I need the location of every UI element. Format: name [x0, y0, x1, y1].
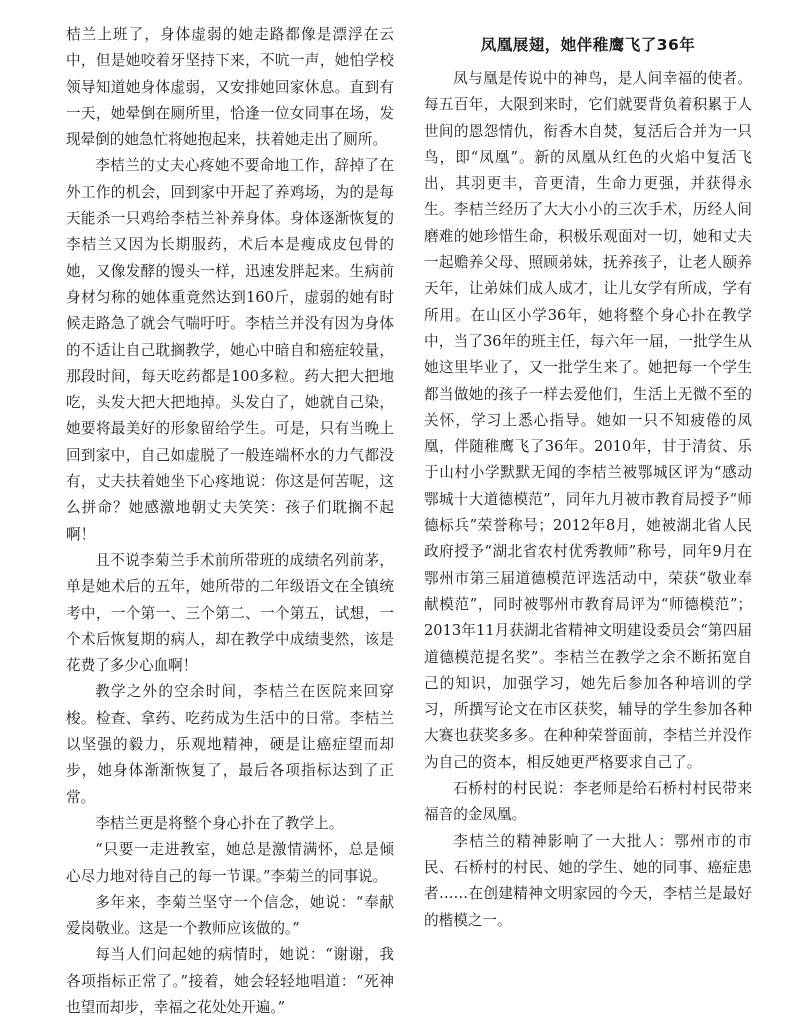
paragraph: 多年来，李菊兰坚守一个信念，她说：“奉献爱岗敬业。这是一个教师应该做的。”: [66, 893, 394, 938]
paragraph: 且不说李菊兰手术前所带班的成绩名列前茅，单是她术后的五年，她所带的二年级语文在全镇统考中，一个第一、三个第二、一个第五，试想，一个术后恢复期的病人，却在教学中成绩斐然，该是花费了多少心血啊！: [66, 551, 394, 675]
section-title: 凤凰展翅，她伴稚鹰飞了36年: [480, 36, 696, 54]
paragraph: 桔兰上班了，身体虚弱的她走路都像是漂浮在云中，但是她咬着牙坚持下来，不吭一声，她怕学校领导知道她身体虚弱，又安排她回家休息。直到有一天，她晕倒在厕所里，恰逢一位女同事在场，发现晕倒的她急忙将她抱起来，扶着她走出了厕所。: [66, 26, 394, 149]
left-column: [66, 22, 394, 1021]
paragraph: “只要一走进教室，她总是激情满怀，总是倾心尽力地对待自己的每一节课。”李菊兰的同事说。: [66, 841, 394, 885]
right-column: [424, 22, 752, 934]
paragraph: 李桔兰更是将整个身心扑在了教学上。: [95, 814, 344, 832]
paragraph: 教学之外的空余时间，李桔兰在医院来回穿梭。检查、拿药、吃药成为生活中的日常。李桔兰以坚强的毅力，乐观地精神，硬是让癌症望而却步，她身体渐渐恢复了，最后各项指标达到了正常。: [66, 683, 394, 806]
paragraph: 每当人们问起她的病情时，她说：“谢谢，我各项指标正常了。”接着，她会轻轻地唱道：“死神也望而却步，幸福之花处处开遍。”: [66, 946, 394, 1016]
paragraph: 李桔兰的精神影响了一大批人：鄂州市的市民、石桥村的村民、她的学生、她的同事、癌症患者……在创建精神文明家园的今天，李桔兰是最好的楷模之一。: [424, 832, 752, 929]
paragraph: 凤与凰是传说中的神鸟，是人间幸福的使者。每五百年，大限到来时，它们就要背负着积累于人世间的恩怨情仇，衔香木自焚，复活后合并为一只鸟，即“凤凰”。新的凤凰从红色的火焰中复活飞出，其羽更丰，音更清，生命力更强，并获得永生。李桔兰经历了大大小小的三次手术，历经人间磨难的她珍惜生命，积极乐观面对一切，她和丈夫一起赡养父母、照顾弟妹，抚养孩子，让老人颐养天年，让弟妹们成人成才，让儿女学有所成，学有所用。在山区小学36年，她将整个身心扑在教学中，当了36年的班主任，每六年一届，一批学生从她这里毕业了，又一批学生来了。她把每一个学生都当做她的孩子一样去爱他们，生活上无微不至的关怀，学习上悉心指导。她如一只不知疲倦的凤凰，伴随稚鹰飞了36年。2010年，甘于清贫、乐于山村小学默默无闻的李桔兰被鄂城区评为“感动鄂城十大道德模范”，同年九月被市教育局授予“师德标兵”荣誉称号；2012年8月，她被湖北省人民政府授予“湖北省农村优秀教师”称号，同年9月在鄂州市第三届道德模范评选活动中，荣获“敬业奉献模范”，同时被鄂州市教育局评为“师德模范”；2013年11月获湖北省精神文明建设委员会“第四届道德模范提名奖”。李桔兰在教学之余不断拓宽自己的知识，加强学习，她先后参加各种培训的学习，所撰写论文在市区获奖，辅导的学生参加各种大赛也获奖多多。在种种荣誉面前，李桔兰并没作为自己的资本，相反她更严格要求自己了。: [424, 70, 752, 771]
paragraph: 李桔兰的丈夫心疼她不要命地工作，辞掉了在外工作的机会，回到家中开起了养鸡场，为的是每天能杀一只鸡给李桔兰补养身体。身体逐渐恢复的李桔兰又因为长期服药，术后本是瘦成皮包骨的她，又像发酵的馒头一样，迅速发胖起来。生病前身材匀称的她体重竟然达到160斤，虚弱的她有时候走路急了就会气喘吁吁。李桔兰并没有因为身体的不适让自己耽搁教学，她心中暗自和癌症较量，那段时间，每天吃药都是100多粒。药大把大把地吃，头发大把大把地掉。头发白了，她就自己染，她要将最美好的形象留给学生。可是，只有当晚上回到家中，自己如虚脱了一般连端杯水的力气都没有，丈夫扶着她坐下心疼地说：你这是何苦呢，这么拼命？她感激地朝丈夫笑笑：孩子们耽搁不起啊！: [66, 157, 394, 543]
paragraph: 石桥村的村民说：李老师是给石桥村村民带来福音的金凤凰。: [424, 780, 752, 824]
